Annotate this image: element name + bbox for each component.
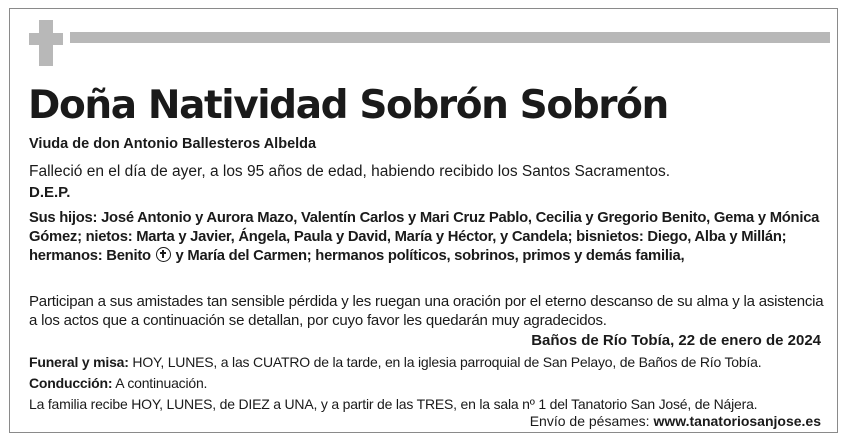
deceased-name: Doña Natividad Sobrón Sobrón [28, 83, 668, 128]
conduccion-text: A continuación. [112, 375, 208, 391]
condolences-link[interactable]: www.tanatoriosanjose.es [653, 413, 821, 429]
condolences-line [530, 412, 821, 431]
header-ornament [29, 20, 830, 66]
widow-of-line: Viuda de don Antonio Ballesteros Albelda [29, 136, 317, 152]
obituary-card [9, 8, 838, 433]
death-statement: Falleció en el día de ayer, a los 95 años de edad, habiendo recibido los Santos Sacramentos. [29, 163, 671, 180]
header-rule [70, 32, 830, 43]
family-list [29, 209, 824, 266]
conduccion-label: Conducción: [29, 375, 113, 391]
funeral-text: HOY, LUNES, a las CUATRO de la tarde, en la iglesia parroquial de San Pelayo, de Baños de Río Tobía. [128, 354, 762, 370]
circled-cross-icon [156, 247, 171, 262]
cross-icon [29, 20, 63, 66]
family-receives-line: La familia recibe HOY, LUNES, de DIEZ a UNA, y a partir de las TRES, en la sala nº 1 del Tanatorio San José, de Nájera. [29, 396, 758, 412]
place-date: Baños de Río Tobía, 22 de enero de 2024 [531, 332, 821, 349]
invitation-text: Participan a sus amistades tan sensible pérdida y les ruegan una oración por el eterno descanso de su alma y la asistencia a los actos que a continuación se detallan, por cuyo favor les quedarán muy agradecidos. [29, 293, 824, 329]
dep-label: D.E.P. [29, 184, 71, 201]
funeral-label: Funeral y misa: [29, 354, 129, 370]
conduccion-line [29, 374, 207, 393]
condolences-label: Envío de pésames: [529, 413, 654, 429]
family-list-part1: Sus hijos: José Antonio y Aurora Mazo, Valentín Carlos y Mari Cruz Pablo, Cecilia y Gregorio Benito, Gema y Mónica Gómez; nietos: Marta y Javier, Ángela, Paula y David, María y Héctor, y Candela; bisnietos: Diego, Alba y Millán; hermanos: Benito [29, 210, 820, 264]
funeral-line [29, 353, 761, 372]
family-list-part2: y María del Carmen; hermanos políticos, sobrinos, primos y demás familia, [175, 248, 685, 264]
